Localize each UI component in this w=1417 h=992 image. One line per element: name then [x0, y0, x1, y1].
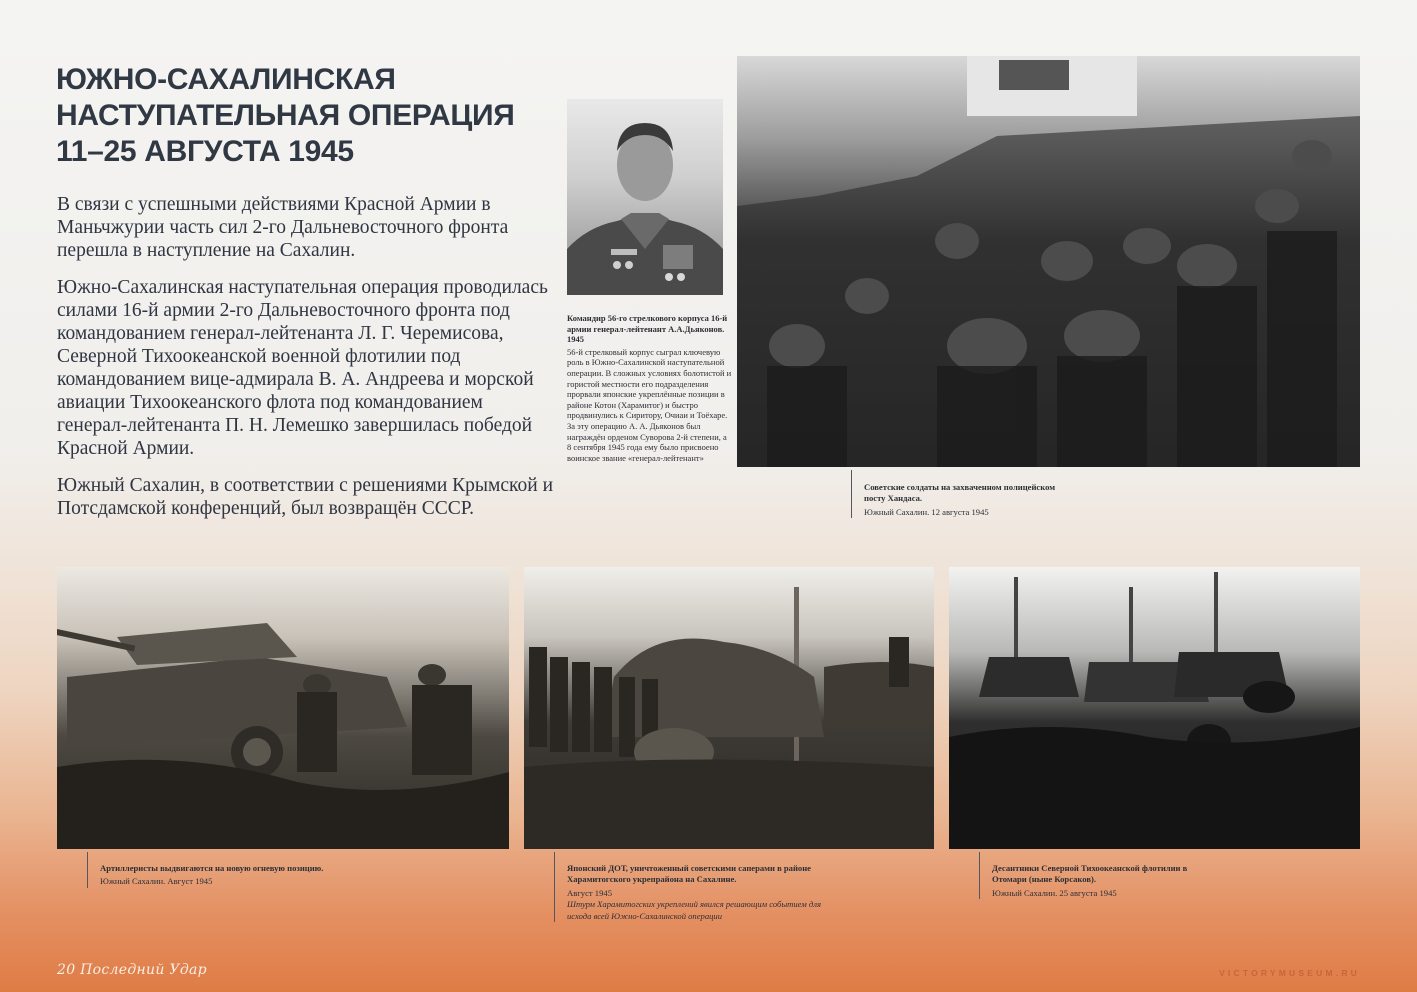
portrait-caption	[567, 313, 732, 463]
artillery-caption-date: Южный Сахалин. Август 1945	[100, 876, 213, 887]
portrait-photo	[567, 99, 723, 295]
artillery-illustration	[57, 567, 509, 849]
soldiers-caption-title: Советские солдаты на захваченном полицейском посту Хандаса.	[864, 482, 1056, 504]
ships-caption-title: Десантники Северной Тихоокеанской флотилии в Отомари (ныне Корсаков).	[992, 863, 1188, 885]
intro-paragraph-3: Южный Сахалин, в соответствии с решениями Крымской и Потсдамской конференций, был возвращён СССР.	[57, 475, 554, 519]
bunker-caption-note: Штурм Харамитогских укреплений явился решающим событием для исхода всей Южно-Сахалинской операции	[567, 899, 822, 921]
title-line-2: НАСТУПАТЕЛЬНАЯ ОПЕРАЦИЯ	[56, 99, 515, 132]
artillery-photo	[57, 567, 509, 849]
bunker-photo	[524, 567, 934, 849]
bunker-caption-title: Японский ДОТ, уничтоженный советскими саперами в районе Харамитогского укрепрайона на Сахалине.	[567, 863, 811, 885]
soldiers-caption-date: Южный Сахалин. 12 августа 1945	[864, 506, 989, 517]
ships-caption-date: Южный Сахалин. 25 августа 1945	[992, 887, 1117, 898]
portrait-caption-text: 56-й стрелковый корпус сыграл ключевую роль в Южно-Сахалинской наступательной операции. В сложных условиях болотистой и гористой местности его подразделения прорвали японские укреплённые позиции в районе Котон (Харамитог) и быстро продвинулись к Сиритору, Очиаи и Тоёхаре. За эту операцию А. А. Дьяконов был награждён орденом Суворова 2-й степени, а 8 сентября 1945 года ему было присвоено воинское звание «генерал-лейтенант»	[567, 346, 732, 463]
intro-paragraph-2: Южно-Сахалинская наступательная операция проводилась силами 16-й армии 2-го Дальневосточного фронта под командованием генерал-лейтенанта Л. Г. Черемисова, Северной Тихоокеанской военной флотилии под командованием вице-адмирала В. А. Андреева и морской авиации Тихоокеанского флота под командованием генерал-лейтенанта П. Н. Лемешко завершилась победой Красной Армии.	[57, 277, 548, 459]
ships-photo	[949, 567, 1360, 849]
title-line-3: 11–25 АВГУСТА 1945	[56, 135, 354, 168]
artillery-caption	[87, 852, 420, 888]
soldiers-caption	[851, 470, 1064, 518]
intro-paragraph-1: В связи с успешными действиями Красной Армии в Маньчжурии часть сил 2-го Дальневосточного фронта перешла в наступление на Сахалин.	[57, 194, 509, 261]
artillery-caption-title: Артиллеристы выдвигаются на новую огневую позицию.	[100, 863, 324, 873]
ships-illustration	[949, 567, 1360, 849]
soldiers-photo	[737, 56, 1360, 467]
bunker-caption-date: Август 1945	[567, 887, 612, 898]
bunker-illustration	[524, 567, 934, 849]
intro-text	[57, 193, 557, 534]
soldiers-illustration	[737, 56, 1360, 467]
exhibition-logo: 20 Последний Удар	[57, 962, 207, 978]
museum-url: VICTORYMUSEUM.RU	[1219, 968, 1360, 978]
page-title	[56, 62, 576, 170]
bunker-caption	[554, 852, 837, 922]
title-line-1: ЮЖНО-САХАЛИНСКАЯ	[56, 63, 396, 96]
ships-caption	[979, 852, 1222, 899]
portrait-illustration	[567, 99, 723, 295]
portrait-caption-title: Командир 56-го стрелкового корпуса 16-й армии генерал-лейтенант А.А.Дьяконов. 1945	[567, 313, 728, 345]
